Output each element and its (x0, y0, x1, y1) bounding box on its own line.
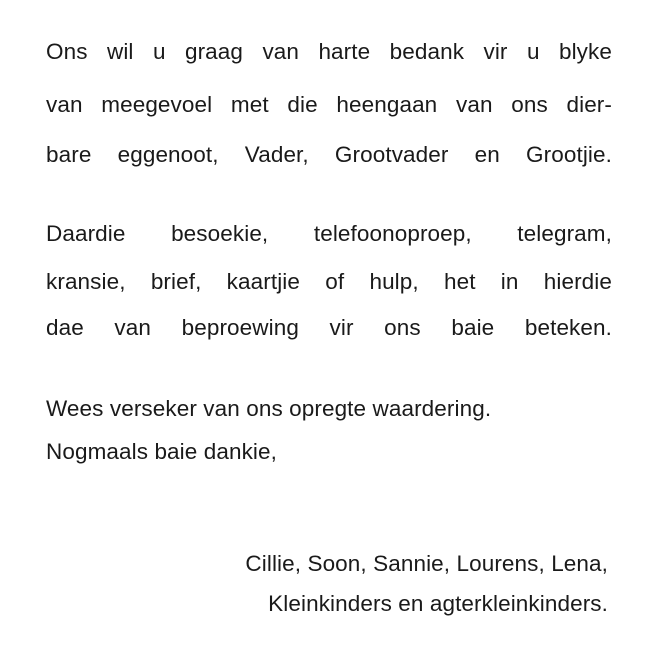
signature-line-2: Kleinkinders en agterkleinkinders. (268, 591, 608, 616)
paragraph1-line-3: bare eggenoot, Vader, Grootvader en Grootjie. (46, 142, 612, 167)
signature-line-1: Cillie, Soon, Sannie, Lourens, Lena, (245, 551, 608, 576)
paragraph2-line-1: Daardie besoekie, telefoonoproep, telegram, (46, 221, 612, 246)
paragraph1-line-2: van meegevoel met die heengaan van ons dier- (46, 92, 612, 117)
paragraph2-line-3: dae van beproewing vir ons baie beteken. (46, 315, 612, 340)
paragraph1-line-1: Ons wil u graag van harte bedank vir u blyke (46, 39, 612, 64)
paragraph2-line-2: kransie, brief, kaartjie of hulp, het in hierdie (46, 269, 612, 294)
closing-line-2: Nogmaals baie dankie, (46, 439, 277, 464)
closing-line-1: Wees verseker van ons opregte waardering. (46, 396, 492, 421)
